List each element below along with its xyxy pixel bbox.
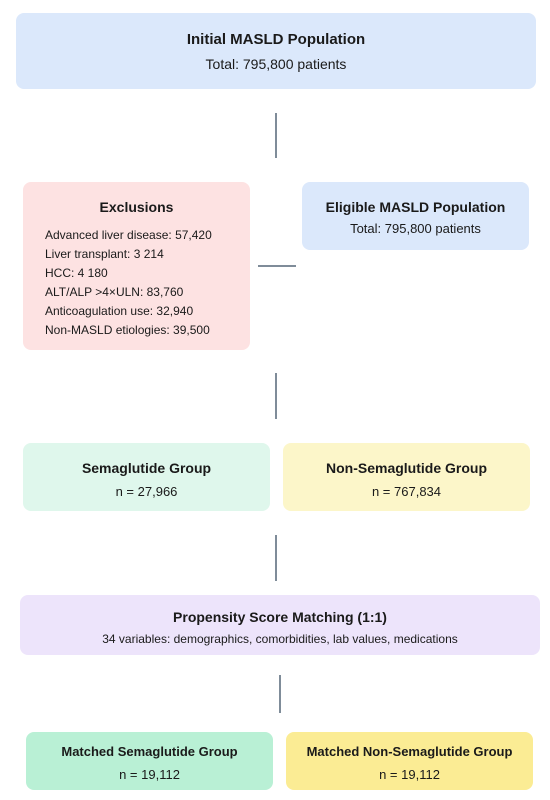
matched-semaglutide-n: n = 19,112 bbox=[119, 767, 180, 782]
exclusion-item: HCC: 4 180 bbox=[45, 266, 108, 280]
psm-title: Propensity Score Matching (1:1) bbox=[173, 609, 387, 625]
exclusions-list bbox=[45, 226, 250, 340]
semaglutide-group-n: n = 27,966 bbox=[115, 484, 178, 499]
non-semaglutide-group-n: n = 767,834 bbox=[371, 484, 442, 499]
eligible-population-title: Eligible MASLD Population bbox=[325, 199, 506, 215]
initial-population-box bbox=[16, 13, 536, 89]
initial-population-title: Initial MASLD Population bbox=[186, 31, 366, 48]
connector-initial-to-split bbox=[275, 113, 277, 158]
semaglutide-group-title: Semaglutide Group bbox=[81, 460, 212, 476]
connector-groups-to-psm bbox=[275, 535, 277, 581]
exclusion-item: Anticoagulation use: 32,940 bbox=[45, 304, 194, 318]
eligible-population-box bbox=[302, 182, 529, 250]
psm-detail: 34 variables: demographics, comorbidities, lab values, medications bbox=[102, 632, 458, 646]
initial-population-total: Total: 795,800 patients bbox=[205, 56, 347, 72]
exclusions-box bbox=[23, 182, 250, 350]
exclusion-item: ALT/ALP >4×ULN: 83,760 bbox=[45, 285, 184, 299]
exclusion-item: Advanced liver disease: 57,420 bbox=[45, 228, 212, 242]
eligible-population-total: Total: 795,800 patients bbox=[350, 221, 481, 236]
propensity-score-matching-box bbox=[20, 595, 540, 655]
non-semaglutide-group-box bbox=[283, 443, 530, 511]
semaglutide-group-box bbox=[23, 443, 270, 511]
connector-exclusions-eligible bbox=[258, 265, 296, 267]
matched-semaglutide-title: Matched Semaglutide Group bbox=[61, 744, 238, 759]
non-semaglutide-group-title: Non-Semaglutide Group bbox=[326, 460, 487, 476]
matched-non-semaglutide-title: Matched Non-Semaglutide Group bbox=[306, 744, 513, 759]
matched-non-semaglutide-n: n = 19,112 bbox=[379, 767, 440, 782]
exclusion-item: Liver transplant: 3 214 bbox=[45, 247, 164, 261]
connector-psm-to-matched bbox=[279, 675, 281, 713]
matched-semaglutide-box bbox=[26, 732, 273, 790]
connector-split-to-groups bbox=[275, 373, 277, 419]
exclusion-item: Non-MASLD etiologies: 39,500 bbox=[45, 323, 210, 337]
exclusions-title: Exclusions bbox=[99, 199, 174, 215]
matched-non-semaglutide-box bbox=[286, 732, 533, 790]
